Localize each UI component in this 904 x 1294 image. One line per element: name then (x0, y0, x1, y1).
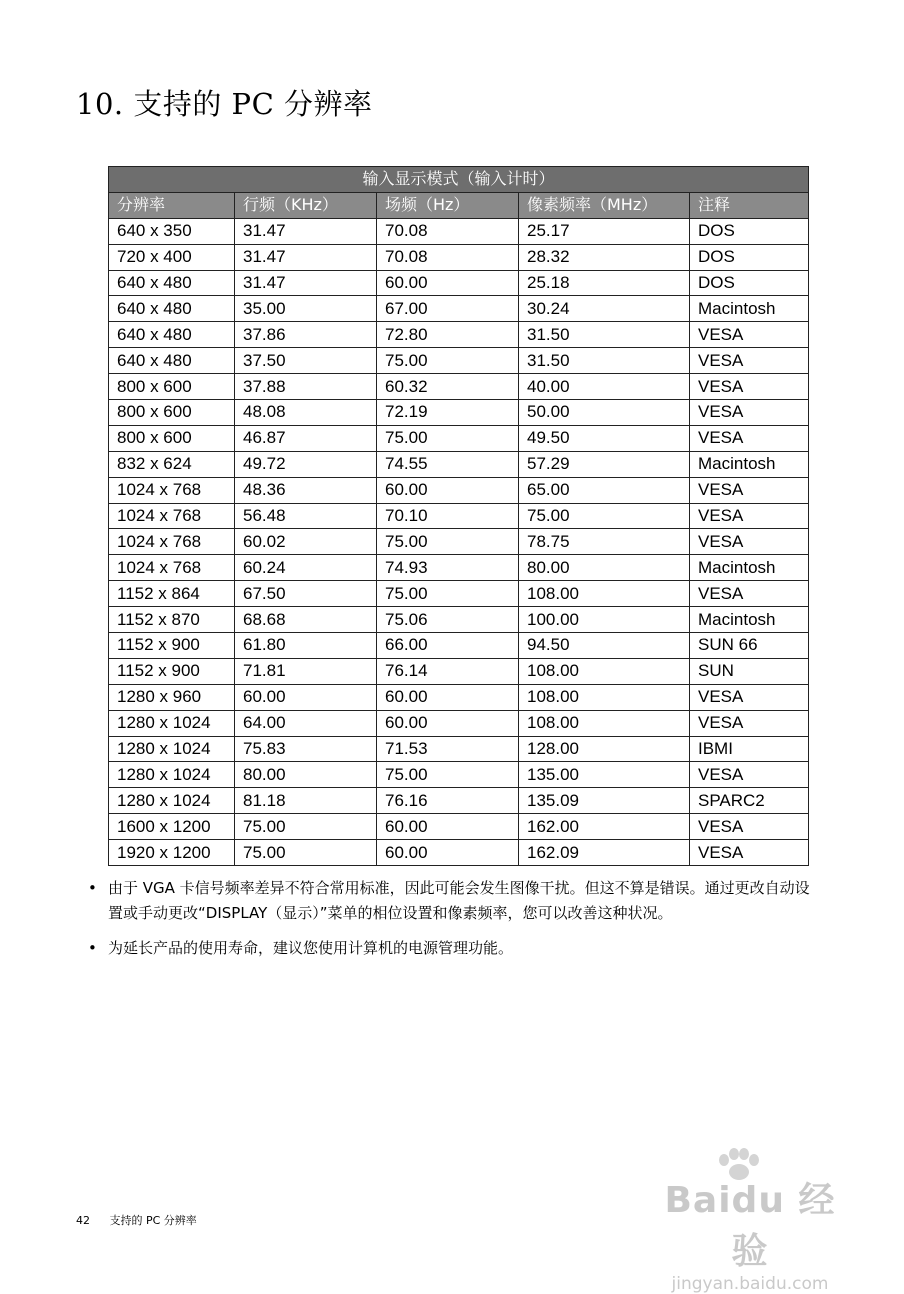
pixel-clock-cell: 25.17 (519, 218, 690, 244)
v-freq-cell: 72.80 (377, 322, 519, 348)
table-row (109, 529, 809, 555)
v-freq-cell: 60.00 (377, 684, 519, 710)
table-row (109, 477, 809, 503)
h-freq-cell: 60.00 (235, 684, 377, 710)
resolution-cell: 1280 x 1024 (109, 736, 235, 762)
table-row (109, 633, 809, 659)
v-freq-cell: 67.00 (377, 296, 519, 322)
h-freq-cell: 71.81 (235, 658, 377, 684)
h-freq-cell: 46.87 (235, 425, 377, 451)
pixel-clock-cell: 30.24 (519, 296, 690, 322)
note-text: 为延长产品的使用寿命，建议您使用计算机的电源管理功能。 (108, 939, 514, 957)
v-freq-cell: 60.00 (377, 814, 519, 840)
h-freq-cell: 35.00 (235, 296, 377, 322)
resolution-cell: 1024 x 768 (109, 477, 235, 503)
pixel-clock-cell: 31.50 (519, 348, 690, 374)
resolution-cell: 1152 x 900 (109, 633, 235, 659)
note-cell: Macintosh (690, 451, 809, 477)
pixel-clock-cell: 108.00 (519, 581, 690, 607)
note-cell: VESA (690, 762, 809, 788)
table-row (109, 762, 809, 788)
h-freq-cell: 75.00 (235, 840, 377, 866)
v-freq-cell: 76.16 (377, 788, 519, 814)
resolution-cell: 720 x 400 (109, 244, 235, 270)
table-row (109, 555, 809, 581)
pixel-clock-cell: 40.00 (519, 374, 690, 400)
note-cell: VESA (690, 348, 809, 374)
note-cell: Macintosh (690, 296, 809, 322)
note-cell: VESA (690, 529, 809, 555)
note-cell: VESA (690, 840, 809, 866)
h-freq-cell: 56.48 (235, 503, 377, 529)
pixel-clock-cell: 31.50 (519, 322, 690, 348)
pixel-clock-cell: 94.50 (519, 633, 690, 659)
table-row (109, 348, 809, 374)
h-freq-cell: 48.36 (235, 477, 377, 503)
pixel-clock-cell: 49.50 (519, 425, 690, 451)
pixel-clock-cell: 78.75 (519, 529, 690, 555)
note-cell: VESA (690, 322, 809, 348)
h-freq-cell: 37.86 (235, 322, 377, 348)
v-freq-cell: 60.32 (377, 374, 519, 400)
note-cell: SPARC2 (690, 788, 809, 814)
note-cell: VESA (690, 684, 809, 710)
table-row (109, 503, 809, 529)
watermark-logo: Baidu 经验 (664, 1180, 836, 1272)
resolution-cell: 1280 x 1024 (109, 788, 235, 814)
table-row (109, 218, 809, 244)
v-freq-cell: 60.00 (377, 710, 519, 736)
table-caption: 输入显示模式（输入计时） (109, 167, 809, 193)
table-row (109, 296, 809, 322)
table-row (109, 607, 809, 633)
note-cell: SUN 66 (690, 633, 809, 659)
h-freq-cell: 37.88 (235, 374, 377, 400)
v-freq-cell: 74.93 (377, 555, 519, 581)
resolution-table (108, 166, 809, 866)
note-cell: VESA (690, 581, 809, 607)
pixel-clock-cell: 162.09 (519, 840, 690, 866)
v-freq-cell: 71.53 (377, 736, 519, 762)
h-freq-cell: 49.72 (235, 451, 377, 477)
page-number: 42 (76, 1214, 90, 1227)
v-freq-cell: 60.00 (377, 840, 519, 866)
pixel-clock-cell: 162.00 (519, 814, 690, 840)
v-freq-cell: 75.00 (377, 581, 519, 607)
resolution-cell: 1152 x 900 (109, 658, 235, 684)
pixel-clock-cell: 128.00 (519, 736, 690, 762)
resolution-cell: 640 x 480 (109, 270, 235, 296)
h-freq-cell: 80.00 (235, 762, 377, 788)
v-freq-cell: 72.19 (377, 400, 519, 426)
h-freq-cell: 31.47 (235, 270, 377, 296)
h-freq-cell: 60.24 (235, 555, 377, 581)
page-title: 10. 支持的 PC 分辨率 (76, 87, 373, 121)
table-row (109, 840, 809, 866)
note-cell: VESA (690, 814, 809, 840)
note-cell: DOS (690, 244, 809, 270)
pixel-clock-cell: 108.00 (519, 710, 690, 736)
note-item (88, 936, 816, 961)
resolution-cell: 1280 x 1024 (109, 762, 235, 788)
note-cell: VESA (690, 503, 809, 529)
v-freq-cell: 76.14 (377, 658, 519, 684)
note-cell: VESA (690, 477, 809, 503)
h-freq-cell: 64.00 (235, 710, 377, 736)
resolution-cell: 1600 x 1200 (109, 814, 235, 840)
v-freq-cell: 66.00 (377, 633, 519, 659)
footer-section: 支持的 PC 分辨率 (109, 1214, 197, 1227)
column-header: 场频（Hz） (377, 192, 519, 218)
note-cell: DOS (690, 218, 809, 244)
pixel-clock-cell: 28.32 (519, 244, 690, 270)
resolution-cell: 1152 x 864 (109, 581, 235, 607)
resolution-cell: 800 x 600 (109, 400, 235, 426)
pixel-clock-cell: 135.09 (519, 788, 690, 814)
resolution-cell: 800 x 600 (109, 425, 235, 451)
h-freq-cell: 60.02 (235, 529, 377, 555)
note-cell: Macintosh (690, 555, 809, 581)
h-freq-cell: 68.68 (235, 607, 377, 633)
table-row (109, 581, 809, 607)
resolution-cell: 1024 x 768 (109, 503, 235, 529)
resolution-cell: 1280 x 1024 (109, 710, 235, 736)
table-row (109, 451, 809, 477)
h-freq-cell: 31.47 (235, 244, 377, 270)
table-row (109, 425, 809, 451)
v-freq-cell: 70.08 (377, 244, 519, 270)
table-row (109, 684, 809, 710)
h-freq-cell: 67.50 (235, 581, 377, 607)
watermark (650, 1148, 850, 1294)
table-row (109, 736, 809, 762)
bullet-icon: • (88, 879, 97, 897)
resolution-cell: 640 x 480 (109, 348, 235, 374)
table-row (109, 400, 809, 426)
v-freq-cell: 75.00 (377, 425, 519, 451)
note-cell: VESA (690, 425, 809, 451)
table-row (109, 270, 809, 296)
pixel-clock-cell: 50.00 (519, 400, 690, 426)
note-cell: VESA (690, 400, 809, 426)
pixel-clock-cell: 75.00 (519, 503, 690, 529)
h-freq-cell: 75.83 (235, 736, 377, 762)
resolution-cell: 800 x 600 (109, 374, 235, 400)
page-footer (76, 1212, 197, 1228)
v-freq-cell: 75.06 (377, 607, 519, 633)
note-cell: DOS (690, 270, 809, 296)
h-freq-cell: 75.00 (235, 814, 377, 840)
h-freq-cell: 37.50 (235, 348, 377, 374)
notes-list (88, 876, 816, 971)
resolution-cell: 1024 x 768 (109, 529, 235, 555)
note-cell: VESA (690, 374, 809, 400)
h-freq-cell: 31.47 (235, 218, 377, 244)
table-row (109, 788, 809, 814)
h-freq-cell: 61.80 (235, 633, 377, 659)
pixel-clock-cell: 108.00 (519, 684, 690, 710)
v-freq-cell: 70.08 (377, 218, 519, 244)
resolution-cell: 1920 x 1200 (109, 840, 235, 866)
pixel-clock-cell: 135.00 (519, 762, 690, 788)
note-cell: IBMI (690, 736, 809, 762)
pixel-clock-cell: 100.00 (519, 607, 690, 633)
column-header: 像素频率（MHz） (519, 192, 690, 218)
column-header: 分辨率 (109, 192, 235, 218)
v-freq-cell: 60.00 (377, 270, 519, 296)
resolution-cell: 640 x 480 (109, 322, 235, 348)
resolution-cell: 1024 x 768 (109, 555, 235, 581)
table-row (109, 658, 809, 684)
resolution-cell: 640 x 350 (109, 218, 235, 244)
bullet-icon: • (88, 939, 97, 957)
v-freq-cell: 75.00 (377, 762, 519, 788)
resolution-cell: 1152 x 870 (109, 607, 235, 633)
v-freq-cell: 75.00 (377, 529, 519, 555)
column-header: 注释 (690, 192, 809, 218)
table-row (109, 322, 809, 348)
column-header: 行频（KHz） (235, 192, 377, 218)
resolution-cell: 832 x 624 (109, 451, 235, 477)
watermark-url: jingyan.baidu.com (671, 1274, 829, 1294)
table-row (109, 814, 809, 840)
note-cell: Macintosh (690, 607, 809, 633)
pixel-clock-cell: 25.18 (519, 270, 690, 296)
v-freq-cell: 70.10 (377, 503, 519, 529)
pixel-clock-cell: 80.00 (519, 555, 690, 581)
h-freq-cell: 48.08 (235, 400, 377, 426)
table-row (109, 244, 809, 270)
resolution-cell: 1280 x 960 (109, 684, 235, 710)
pixel-clock-cell: 57.29 (519, 451, 690, 477)
h-freq-cell: 81.18 (235, 788, 377, 814)
note-text: 由于 VGA 卡信号频率差异不符合常用标准，因此可能会发生图像干扰。但这不算是错误。通过更改自动设置或手动更改“DISPLAY（显示）”菜单的相位设置和像素频率，您可以改善这种状况。 (108, 879, 810, 922)
table-row (109, 374, 809, 400)
resolution-cell: 640 x 480 (109, 296, 235, 322)
pixel-clock-cell: 108.00 (519, 658, 690, 684)
paw-icon (714, 1148, 762, 1182)
note-cell: VESA (690, 710, 809, 736)
note-cell: SUN (690, 658, 809, 684)
note-item (88, 876, 816, 926)
table-row (109, 710, 809, 736)
pixel-clock-cell: 65.00 (519, 477, 690, 503)
v-freq-cell: 74.55 (377, 451, 519, 477)
v-freq-cell: 75.00 (377, 348, 519, 374)
v-freq-cell: 60.00 (377, 477, 519, 503)
